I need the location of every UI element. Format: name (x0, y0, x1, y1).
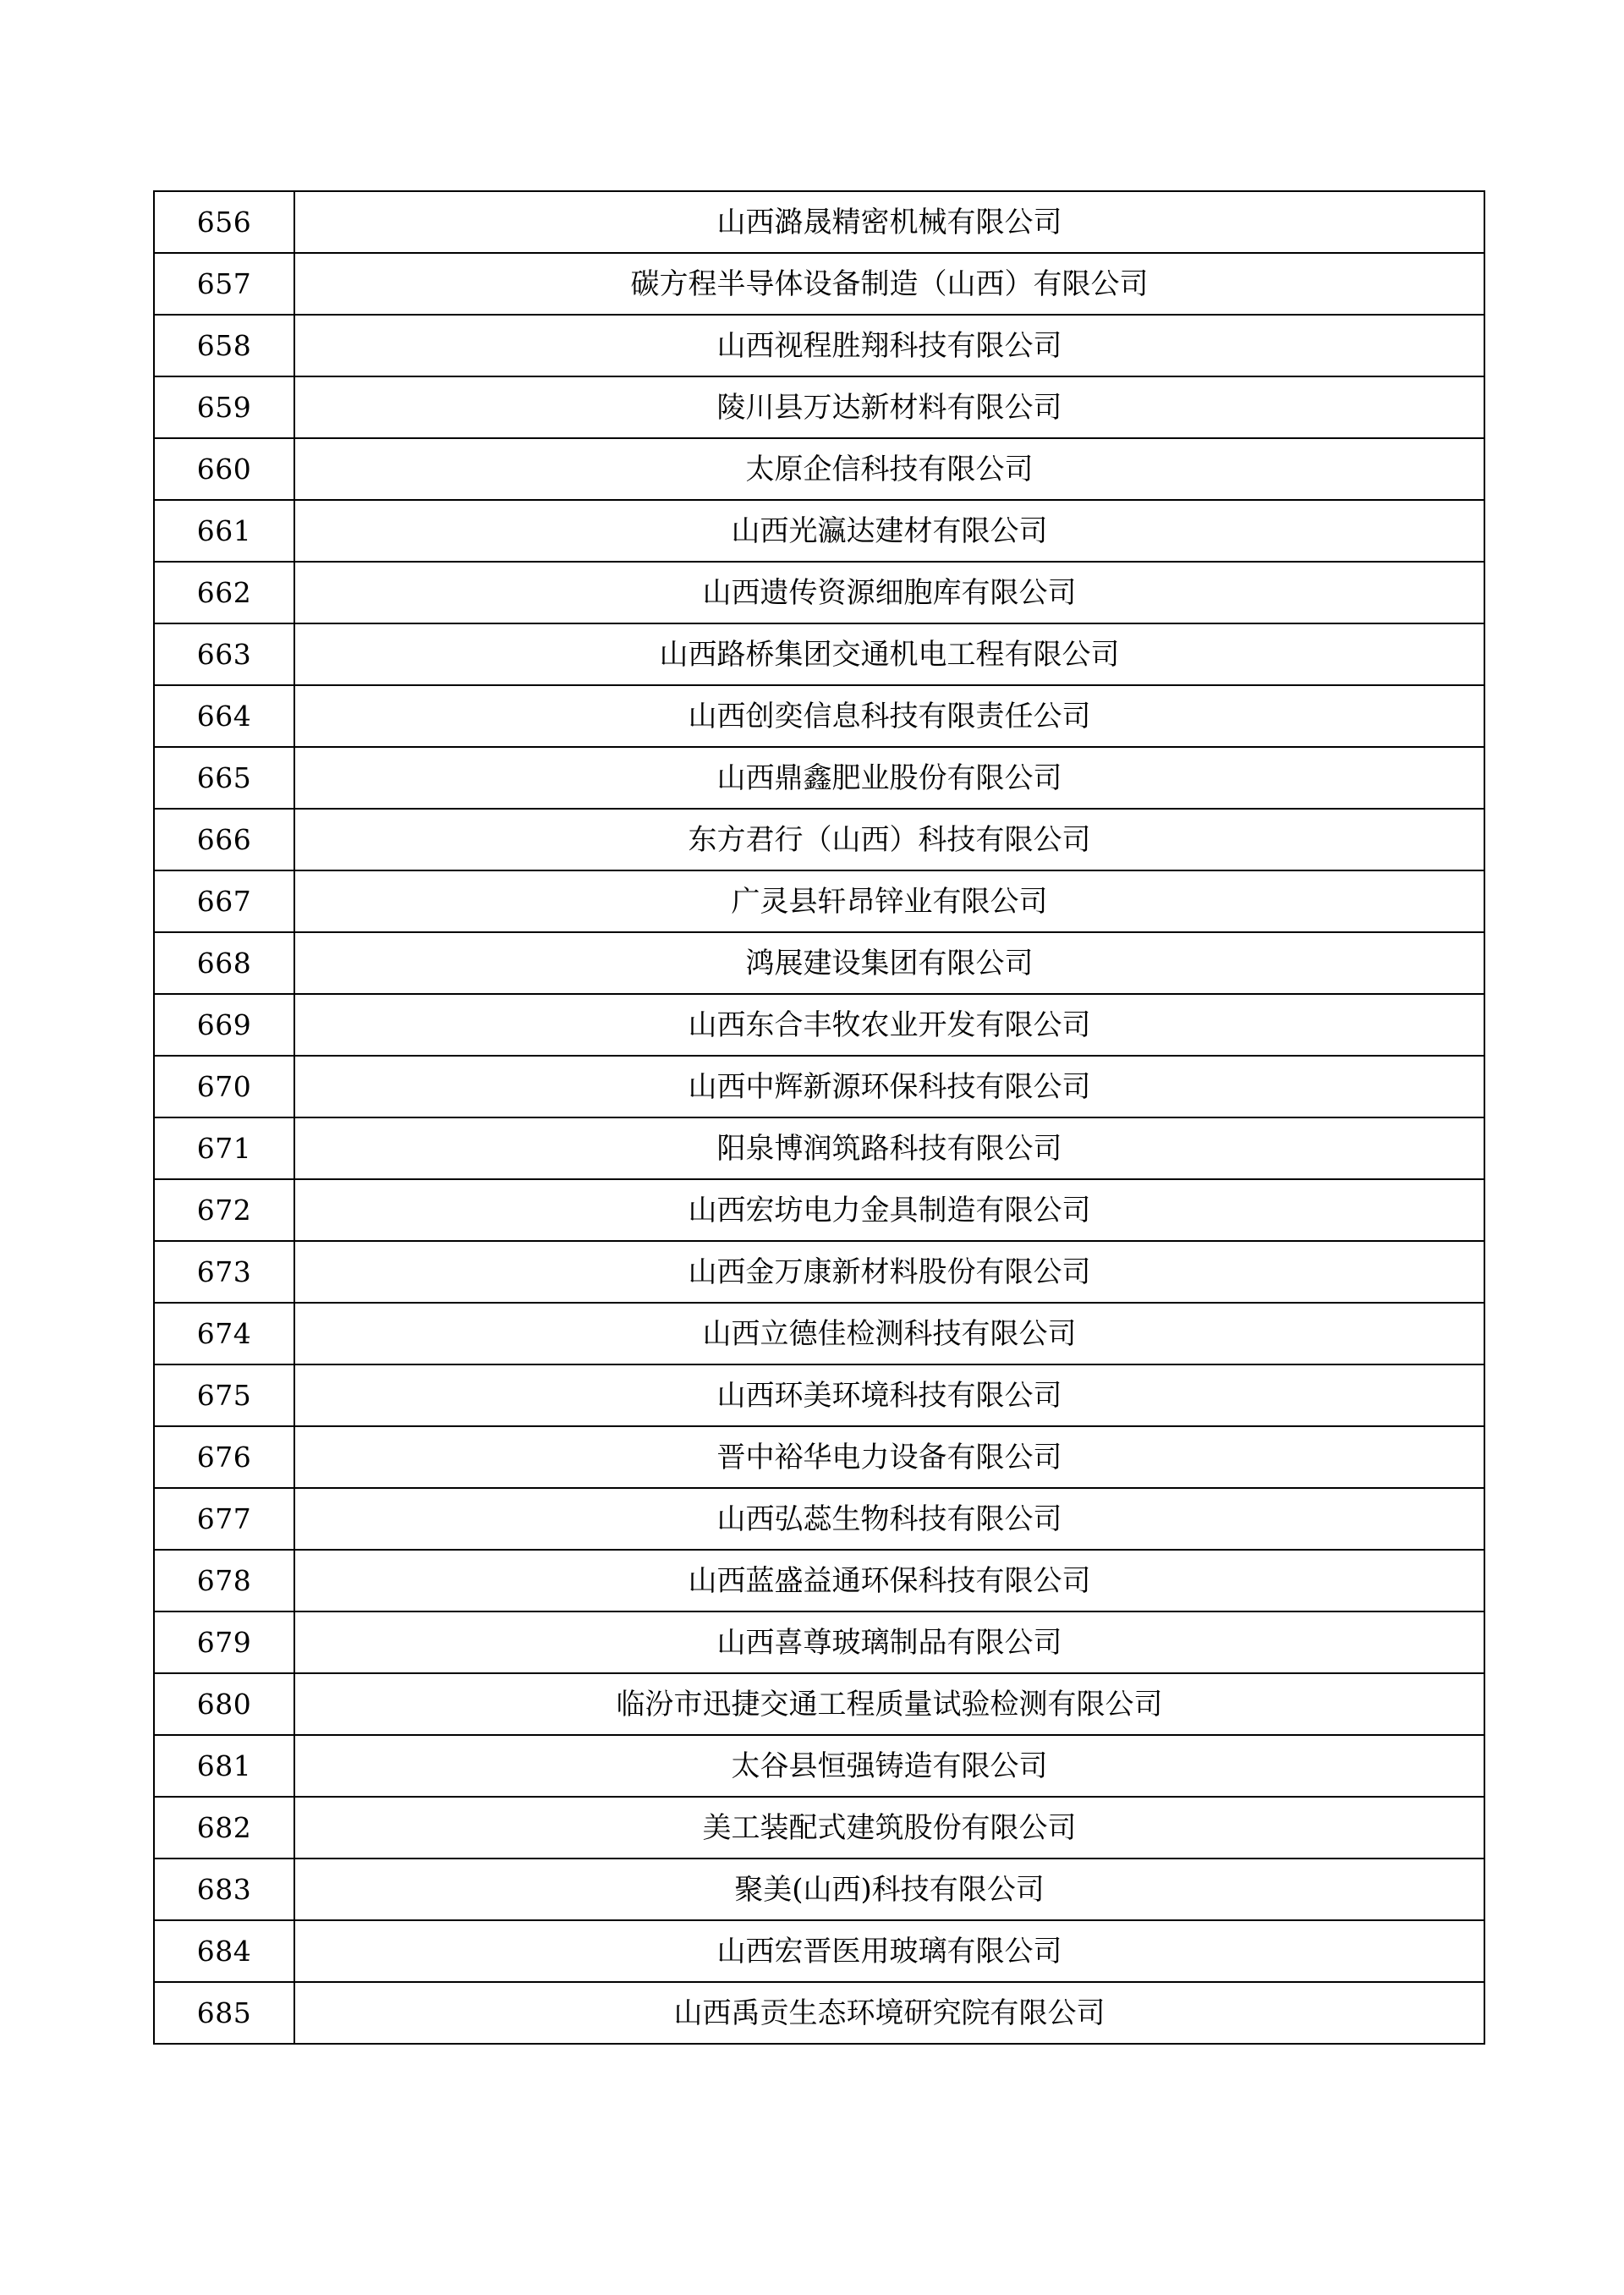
row-number: 669 (154, 994, 294, 1056)
company-name: 山西中辉新源环保科技有限公司 (294, 1056, 1484, 1117)
table-row (154, 1488, 1484, 1550)
table-row (154, 870, 1484, 932)
row-number: 674 (154, 1303, 294, 1364)
table-row (154, 376, 1484, 438)
row-number: 659 (154, 376, 294, 438)
company-name: 山西路桥集团交通机电工程有限公司 (294, 623, 1484, 685)
row-number: 682 (154, 1797, 294, 1859)
table-row (154, 623, 1484, 685)
company-name: 山西禹贡生态环境研究院有限公司 (294, 1982, 1484, 2044)
table-row (154, 1364, 1484, 1426)
row-number: 677 (154, 1488, 294, 1550)
company-name: 山西视程胜翔科技有限公司 (294, 315, 1484, 376)
table-row (154, 1982, 1484, 2044)
company-name: 临汾市迅捷交通工程质量试验检测有限公司 (294, 1673, 1484, 1735)
table-row (154, 994, 1484, 1056)
company-name: 山西宏晋医用玻璃有限公司 (294, 1920, 1484, 1982)
company-name: 山西立德佳检测科技有限公司 (294, 1303, 1484, 1364)
table-row (154, 809, 1484, 870)
row-number: 678 (154, 1550, 294, 1611)
company-name: 山西遗传资源细胞库有限公司 (294, 562, 1484, 623)
row-number: 672 (154, 1179, 294, 1241)
table-row (154, 685, 1484, 747)
row-number: 670 (154, 1056, 294, 1117)
company-name: 山西环美环境科技有限公司 (294, 1364, 1484, 1426)
table-row (154, 1303, 1484, 1364)
company-name: 山西宏坊电力金具制造有限公司 (294, 1179, 1484, 1241)
company-name: 山西光瀛达建材有限公司 (294, 500, 1484, 562)
company-name: 晋中裕华电力设备有限公司 (294, 1426, 1484, 1488)
row-number: 679 (154, 1611, 294, 1673)
table-row (154, 1550, 1484, 1611)
company-name: 美工装配式建筑股份有限公司 (294, 1797, 1484, 1859)
table-row (154, 1673, 1484, 1735)
row-number: 656 (154, 191, 294, 253)
table-row (154, 315, 1484, 376)
company-name: 陵川县万达新材料有限公司 (294, 376, 1484, 438)
row-number: 680 (154, 1673, 294, 1735)
company-name: 山西潞晟精密机械有限公司 (294, 191, 1484, 253)
table-row (154, 1735, 1484, 1797)
company-name: 山西金万康新材料股份有限公司 (294, 1241, 1484, 1303)
row-number: 666 (154, 809, 294, 870)
row-number: 673 (154, 1241, 294, 1303)
table-row (154, 1611, 1484, 1673)
row-number: 662 (154, 562, 294, 623)
table-row (154, 562, 1484, 623)
company-name: 山西鼎鑫肥业股份有限公司 (294, 747, 1484, 809)
table-row (154, 1117, 1484, 1179)
company-name: 鸿展建设集团有限公司 (294, 932, 1484, 994)
row-number: 665 (154, 747, 294, 809)
company-name: 东方君行（山西）科技有限公司 (294, 809, 1484, 870)
row-number: 676 (154, 1426, 294, 1488)
row-number: 667 (154, 870, 294, 932)
row-number: 660 (154, 438, 294, 500)
company-name: 阳泉博润筑路科技有限公司 (294, 1117, 1484, 1179)
table-row (154, 1426, 1484, 1488)
table-row (154, 253, 1484, 315)
row-number: 684 (154, 1920, 294, 1982)
company-name: 广灵县轩昂锌业有限公司 (294, 870, 1484, 932)
row-number: 664 (154, 685, 294, 747)
row-number: 658 (154, 315, 294, 376)
table-row (154, 1241, 1484, 1303)
row-number: 657 (154, 253, 294, 315)
table-row (154, 500, 1484, 562)
table-row (154, 747, 1484, 809)
row-number: 685 (154, 1982, 294, 2044)
table-row (154, 1797, 1484, 1859)
row-number: 675 (154, 1364, 294, 1426)
table-row (154, 191, 1484, 253)
table-row (154, 438, 1484, 500)
row-number: 681 (154, 1735, 294, 1797)
company-name: 山西喜尊玻璃制品有限公司 (294, 1611, 1484, 1673)
row-number: 661 (154, 500, 294, 562)
company-name: 山西弘蕊生物科技有限公司 (294, 1488, 1484, 1550)
company-name: 聚美(山西)科技有限公司 (294, 1859, 1484, 1920)
company-name: 山西蓝盛益通环保科技有限公司 (294, 1550, 1484, 1611)
company-name: 太原企信科技有限公司 (294, 438, 1484, 500)
table-row (154, 1859, 1484, 1920)
company-name: 山西创奕信息科技有限责任公司 (294, 685, 1484, 747)
row-number: 671 (154, 1117, 294, 1179)
table-row (154, 1920, 1484, 1982)
table-row (154, 932, 1484, 994)
table-row (154, 1179, 1484, 1241)
company-name: 碳方程半导体设备制造（山西）有限公司 (294, 253, 1484, 315)
company-list-body (154, 191, 1484, 2044)
row-number: 683 (154, 1859, 294, 1920)
company-list-table (153, 190, 1485, 2045)
table-row (154, 1056, 1484, 1117)
row-number: 663 (154, 623, 294, 685)
company-name: 山西东合丰牧农业开发有限公司 (294, 994, 1484, 1056)
company-name: 太谷县恒强铸造有限公司 (294, 1735, 1484, 1797)
row-number: 668 (154, 932, 294, 994)
